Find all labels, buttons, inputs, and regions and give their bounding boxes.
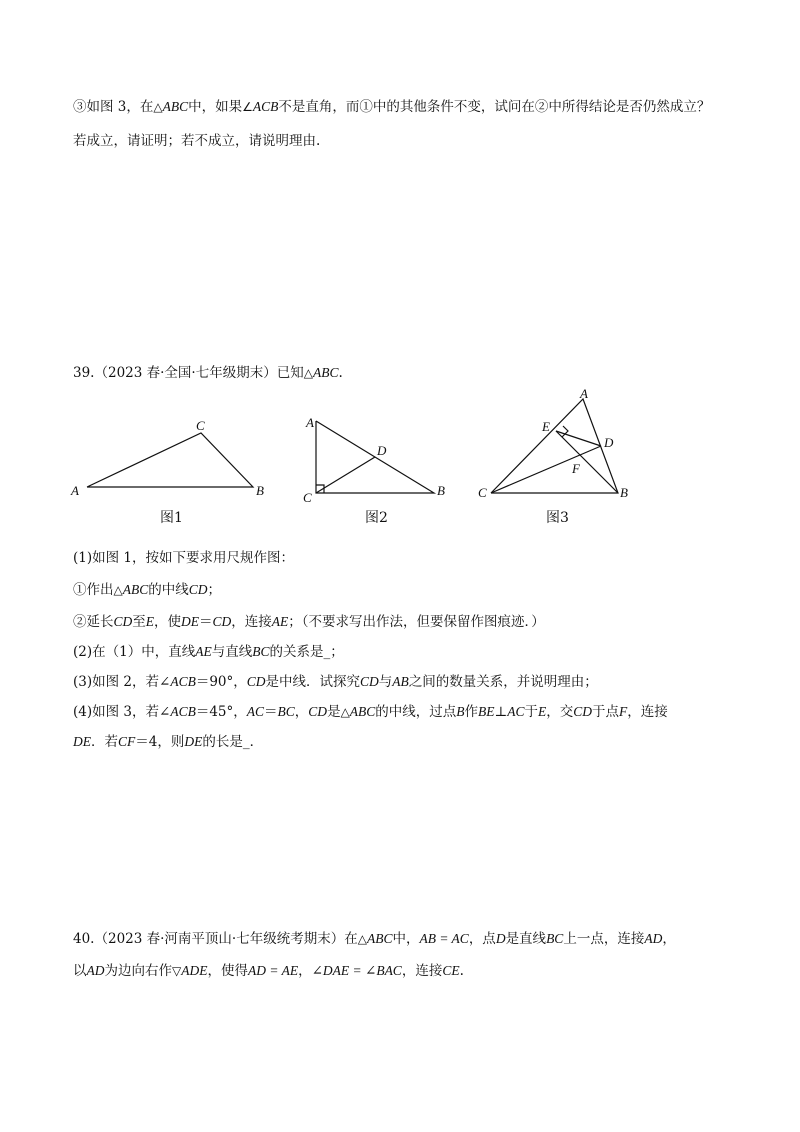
fig2-label-a: A: [306, 415, 314, 430]
fig2-label-c: C: [303, 490, 312, 505]
q38-part3-line1: ③如图 3，在△ABC中，如果∠ACB不是直角，而①中的其他条件不变，试问在②中所得结论是否仍然成立？: [73, 99, 711, 115]
triangle-symbol: △: [357, 932, 367, 946]
q39-source: （2023 春·全国·七年级期末）: [94, 365, 277, 381]
fig1-label-c: C: [196, 418, 205, 433]
triangle-symbol: △: [340, 705, 350, 719]
q40-stem-line2: 以AD为边向右作▽ADE，使得AD = AE，∠DAE = ∠BAC，连接CE.: [73, 963, 464, 979]
triangle-symbol: △: [303, 366, 313, 380]
fig2-median-cd: [316, 457, 375, 493]
fig3-right-angle-mark: [562, 426, 568, 437]
q39-part3: (3)如图 2，若∠ACB＝90°，CD是中线．试探究CD与AB之间的数量关系，并说明理由；: [73, 674, 598, 690]
triangle-symbol: △: [153, 100, 163, 114]
triangle-symbol: △: [113, 583, 123, 597]
q40-number: 40.: [73, 931, 95, 947]
q39-part1: (1)如图 1，按如下要求用尺规作图：: [73, 550, 295, 566]
fig1-label-a: A: [71, 483, 79, 498]
q39-part4-line1: (4)如图 3，若∠ACB＝45°，AC＝BC，CD是△ABC的中线，过点B作BE⊥AC于E，交CD于点F，连接: [73, 704, 668, 720]
fig2-label-d: D: [377, 443, 387, 458]
fig3-median-cd: [491, 446, 601, 493]
triangle-symbol: ▽: [172, 964, 182, 978]
q39-number: 39.: [73, 365, 95, 381]
fig1-caption: 图1: [160, 510, 183, 526]
q39-part1a: ①作出△ABC的中线CD；: [73, 582, 221, 598]
q39-stem: 39.（2023 春·全国·七年级期末）已知△ABC.: [73, 365, 343, 381]
q39-part2: (2)在（1）中，直线AE与直线BC的关系是_；: [73, 644, 344, 660]
fig3-label-c: C: [478, 485, 487, 500]
q38-part3-line2: 若成立，请证明；若不成立，请说明理由.: [73, 133, 321, 149]
fig2-caption: 图2: [365, 510, 388, 526]
fig1-label-b: B: [256, 483, 264, 498]
fig3-label-a: A: [580, 386, 588, 401]
fig1-triangle: [87, 433, 253, 487]
q39-figures: [0, 385, 800, 545]
fig3-label-b: B: [620, 485, 628, 500]
fig3-caption: 图3: [546, 510, 569, 526]
q40-source: （2023 春·河南平顶山·七年级统考期末）: [94, 931, 345, 947]
fig2-label-b: B: [437, 483, 445, 498]
fig3-label-e: E: [542, 419, 550, 434]
angle-symbol: ∠: [242, 100, 253, 114]
q39-part1b: ②延长CD至E，使DE＝CD，连接AE；（不要求写出作法，但要保留作图痕迹．）: [73, 614, 545, 630]
q40-stem-line1: 40.（2023 春·河南平顶山·七年级统考期末）在△ABC中，AB = AC，点D是直线BC上一点，连接AD，: [73, 931, 676, 947]
fig3-label-d: D: [604, 435, 614, 450]
q39-part4-line2: DE．若CF＝4，则DE的长是_．: [73, 734, 264, 750]
fig3-triangle: [491, 399, 618, 493]
fig3-label-f: F: [572, 461, 580, 476]
